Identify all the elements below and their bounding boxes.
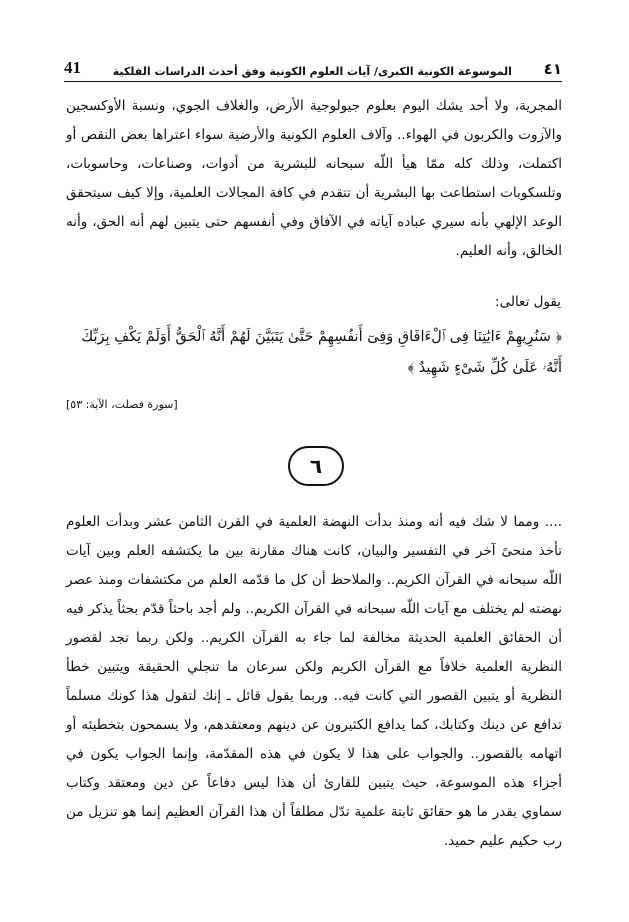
paragraph-1: المجرية، ولا أحد يشك اليوم بعلوم جيولوجية الأرض، والغلاف الجوي، ونسبة الأوكسجين والآزوت والكربون في الهواء.. وآلاف العلوم الكونية والأرضية سواء اعتراها بعض النقص أو اكتملت، وذلك كله ممّا هيأ اللّه سبحانه للبشرية من أدوات، وصناعات، وحاسوبات، وتلسكوبات استطاعت بها البشرية أن تتقدم في كافة المجالات العلمية، وإلا كيف سيتحقق الوعد الإلهي بأنه سيري عباده آياته في الآفاق وفي أنفسهم حتى يتبين لهم أنه الحق، وأنه الخالق، وأنه العليم. (66, 98, 562, 259)
page-number-latin: 41 (64, 58, 81, 77)
quran-verse: ﴿ سَنُرِيهِمْ ءَايَٰتِنَا فِى ٱلْءَافَاقِ وَفِىٓ أَنفُسِهِمْ حَتَّىٰ يَتَبَيَّنَ لَهُمْ أَنَّهُ ٱلْحَقُّ أَوَلَمْ يَكْفِ بِرَبِّكَ أَنَّهُۥ عَلَىٰ كُلِّ شَىْءٍ شَهِيدٌ ﴾ (81, 329, 562, 376)
section-number-badge (288, 446, 344, 486)
section-number: ٦ (309, 454, 323, 478)
verse-intro: يقول تعالى: (495, 294, 561, 310)
paragraph-2: .... ومما لا شك فيه أنه ومنذ بدأت النهضة العلمية في القرن الثامن عشر وبدأت العلوم تأخذ منحىً آخر في التفسير والبيان، كانت هناك مقارنة بين ما يكتشفه العلم وبين آيات اللّه سبحانه في القرآن الكريم.. والملاحظ أن كل ما قدّمه العلم من مكتشفات ومنذ عصر نهضته لم يختلف مع آيات اللّه سبحانه في القرآن الكريم.. ولم أجد باحثاً قدّم بحثاً يذكر فيه أن الحقائق العلمية الحديثة مخالفة لما جاء به القرآن الكريم.. ولكن ربما تجد لقصور النظرية العلمية خلافاً مع القرآن الكريم ولكن سرعان ما تنجلي الحقيقة ويتبين خطأ النظرية أو يتبين القصور التي كانت فيه.. وربما يقول قائل ـ إنك لتقول هذا كونك مسلماً تدافع عن دينك وكتابك، كما يدافع الكثيرون عن دينهم ومعتقدهم، ولا يسمحون بتخطيئه أو اتهامه بالقصور.. والجواب على هذا لا يكون في هذه المقدّمة، وإنما الجواب يكون في أجزاء هذه الموسوعة، حيث يتبين للقارئ أن هذا ليس دفاعاً عن دين ومعتقد وكتاب سماوي بقدر ما هو حقائق ثابتة علمية تدّل مطلقاً أن هذا القرآن العظيم إنما هو تنزيل من رب حكيم عليم حميد. (66, 514, 562, 849)
running-title: الموسوعة الكونية الكبرى/ آيات العلوم الكونية وفق أحدث الدراسات الفلكية (112, 65, 512, 78)
verse-reference: [سورة فصلت، الآية: ٥٣] (66, 398, 178, 411)
page-number-arabic: ٤١ (543, 60, 562, 78)
header-divider (64, 81, 562, 82)
page-header (64, 54, 562, 78)
